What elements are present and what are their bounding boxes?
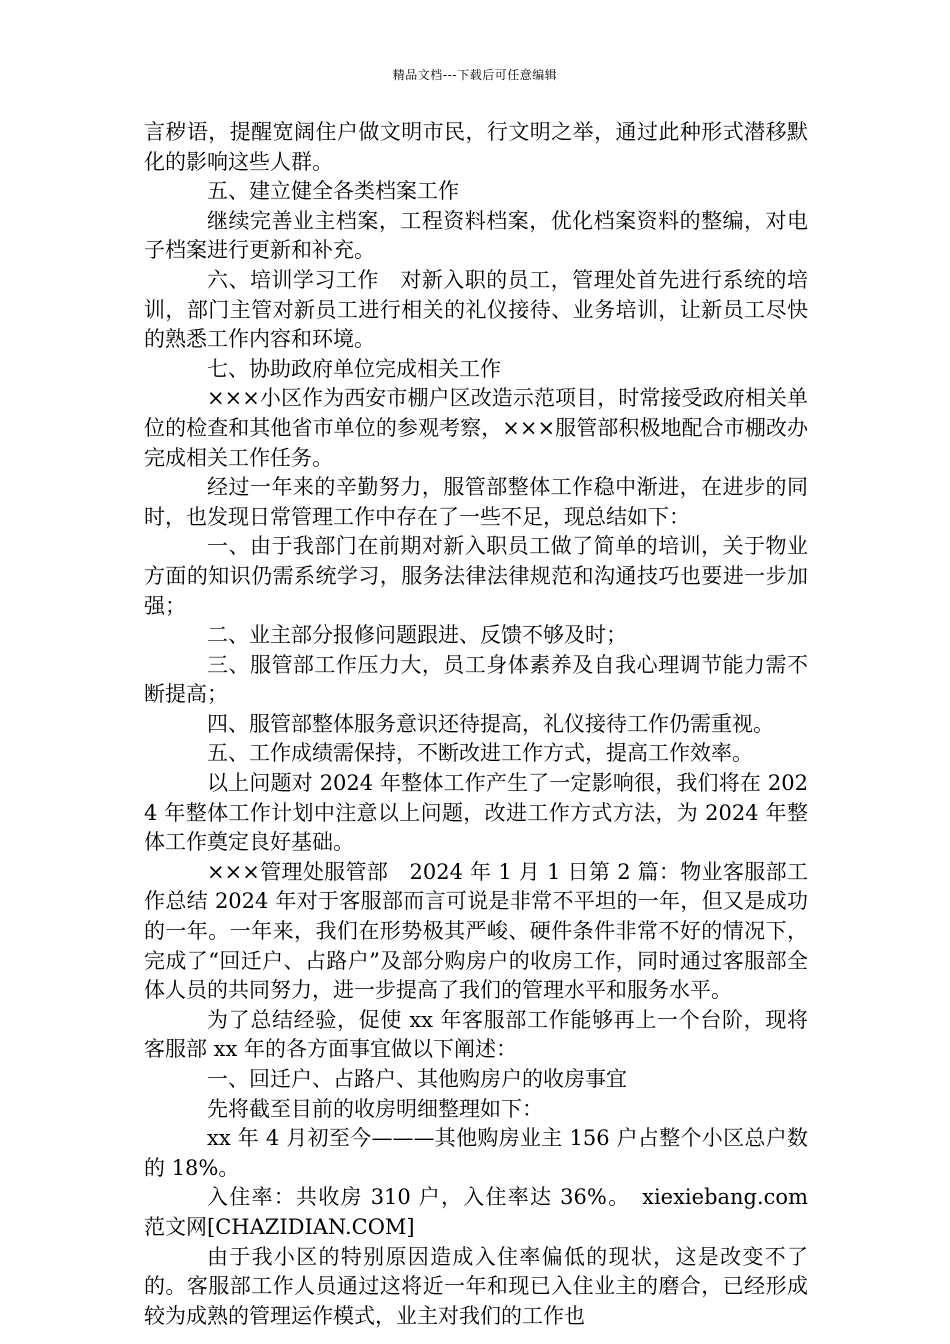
paragraph: xx 年 4 月初至今———其他购房业主 156 户占整个小区总户数的 18%。 xyxy=(144,1126,808,1180)
paragraph: 一、由于我部门在前期对新入职员工做了简单的培训，关于物业方面的知识仍需系统学习，服务法律法律规范和沟通技巧也要进一步加强； xyxy=(144,534,808,618)
paragraph: ×××小区作为西安市棚户区改造示范项目，时常接受政府相关单位的检查和其他省市单位的参观考察，×××服管部积极地配合市棚改办完成相关工作任务。 xyxy=(144,386,808,470)
paragraph: 言秽语，提醒宽阔住户做文明市民，行文明之举，通过此种形式潜移默化的影响这些人群。 xyxy=(144,120,808,174)
paragraph: 为了总结经验，促使 xx 年客服部工作能够再上一个台阶，现将客服部 xx 年的各方面事宜做以下阐述： xyxy=(144,1007,808,1062)
page-header: 精品文档---下载后可任意编辑 xyxy=(392,68,558,82)
paragraph: 四、服管部整体服务意识还待提高，礼仪接待工作仍需重视。 xyxy=(207,711,774,736)
paragraph: 五、建立健全各类档案工作 xyxy=(207,179,459,204)
paragraph: 五、工作成绩需保持，不断改进工作方式，提高工作效率。 xyxy=(207,741,753,766)
paragraph: 二、业主部分报修问题跟进、反馈不够及时； xyxy=(207,623,627,648)
paragraph: 三、服管部工作压力大，员工身体素养及自我心理调节能力需不断提高； xyxy=(144,652,808,707)
document-body xyxy=(144,118,808,1331)
paragraph: 入住率：共收房 310 户，入住率达 36%。 xiexiebang.com 范文网[CHAZIDIAN.COM] xyxy=(144,1185,808,1239)
paragraph: ×××管理处服管部 2024 年 1 月 1 日第 2 篇：物业客服部工作总结 2024 年对于客服部而言可说是非常不平坦的一年，但又是成功的一年。一年来，我们在形势极其严峻、硬件条件非常不好的情况下，完成了“回迁户、占路户”及部分购房户的收房工作，同时通过客服部全体人员的共同努力，进一步提高了我们的管理水平和服务水平。 xyxy=(144,859,808,1003)
paragraph: 由于我小区的特别原因造成入住率偏低的现状，这是改变不了的。客服部工作人员通过这将近一年和现已入住业主的磨合，已经形成较为成熟的管理运作模式，业主对我们的工作也 xyxy=(144,1244,808,1328)
paragraph: 经过一年来的辛勤努力，服管部整体工作稳中渐进，在进步的同时，也发现日常管理工作中存在了一些不足，现总结如下： xyxy=(144,475,808,529)
paragraph: 六、培训学习工作 对新入职的员工，管理处首先进行系统的培训，部门主管对新员工进行相关的礼仪接待、业务培训，让新员工尽快的熟悉工作内容和环境。 xyxy=(144,267,808,352)
paragraph: 先将截至目前的收房明细整理如下： xyxy=(207,1096,543,1121)
paragraph: 一、回迁户、占路户、其他购房户的收房事宜 xyxy=(207,1067,627,1091)
paragraph: 以上问题对 2024 年整体工作产生了一定影响很，我们将在 2024 年整体工作计划中注意以上问题，改进工作方式方法，为 2024 年整体工作奠定良好基础。 xyxy=(144,771,808,855)
paragraph: 七、协助政府单位完成相关工作 xyxy=(207,356,501,381)
paragraph: 继续完善业主档案，工程资料档案，优化档案资料的整编，对电子档案进行更新和补充。 xyxy=(144,208,808,263)
